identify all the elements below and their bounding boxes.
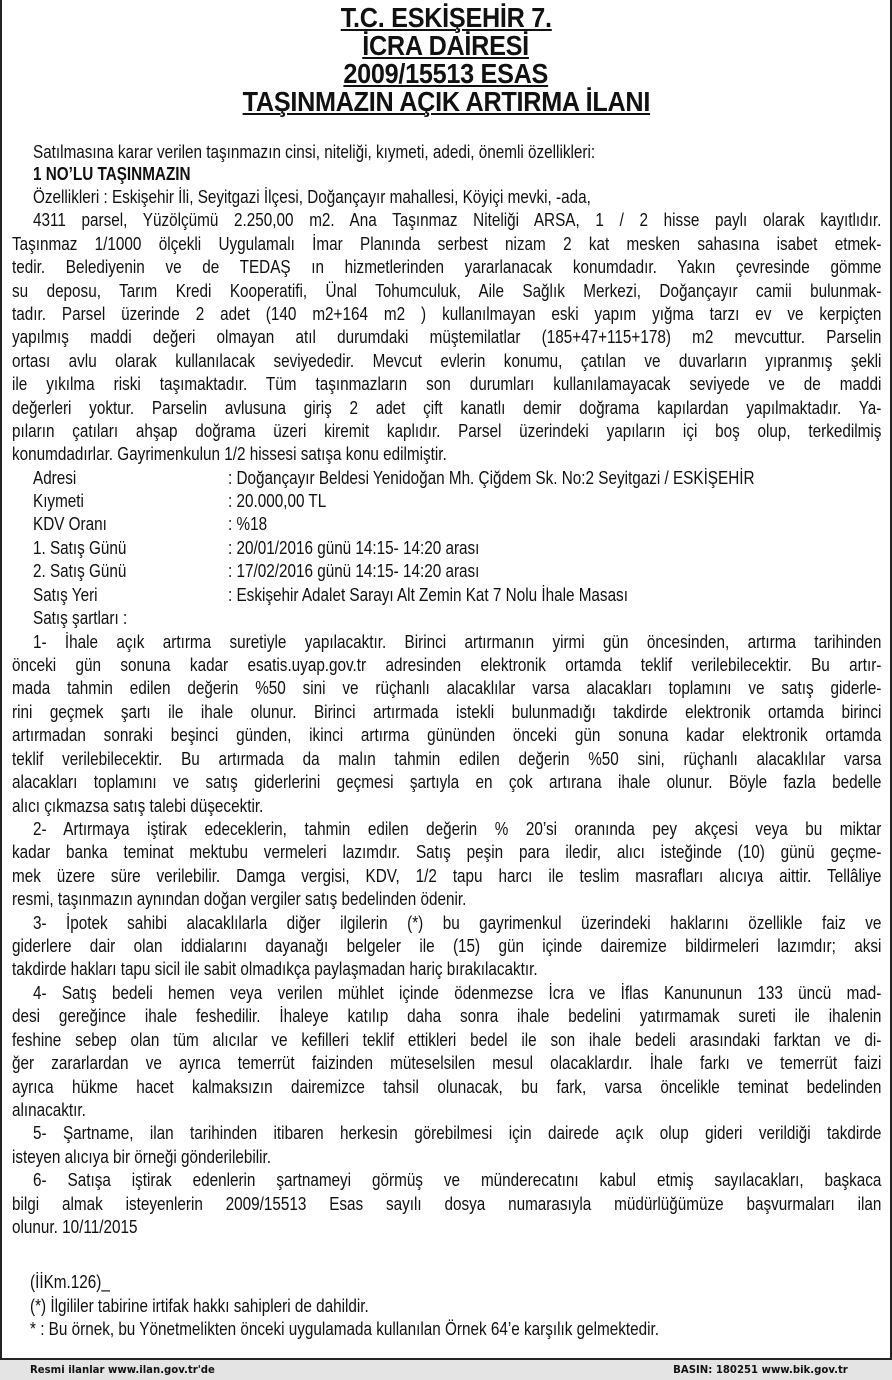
- notice-title-text: TAŞINMAZIN AÇIK ARTIRMA İLANI: [242, 86, 650, 117]
- case-number: [0, 60, 892, 88]
- condition-line: alıcı çıkmazsa satış talebi düşecektir.: [12, 796, 264, 816]
- condition-line: mada tahmin edilen değerin %50 sini ve rüçhanlı alacaklılar varsa alacakları toplamını ve satış giderle-: [12, 678, 882, 698]
- condition-line: 3- İpotek sahibi alacaklılarla diğer ilgilerin (*) bu gayrimenkul üzerindeki haklarını özellikle faiz ve: [33, 913, 882, 933]
- condition-line: mek üzere süre verilebilir. Damga vergisi, KDV, 1/2 tapu harcı ile teslim masrafları alıcıya aittir. Tellâliye: [12, 866, 882, 886]
- detail-label: 2. Satış Günü: [33, 561, 127, 581]
- intro-line: ortası avlu olarak kullanılacak seviyededir. Mevcut evlerin konumu, çatılan ve duvarların yıpranmış şekli: [12, 351, 882, 371]
- condition-line: bilgi almak isteyenlerin 2009/15513 Esas sayılı dosya numarasıyla müdürlüğümüze başvurmaları ilan: [12, 1194, 882, 1214]
- condition-line: 4- Satış bedeli hemen veya verilen mühlet içinde ödenmezse İcra ve İflas Kanununun 133 üncü mad-: [33, 983, 882, 1003]
- court-name: [0, 4, 892, 32]
- condition-line: ayrıca hükme hacet kalmaksızın dairemizce tahsil olunacak, bu fark, varsa öncelikle teminat bedelinden: [12, 1077, 882, 1097]
- condition-line: önceki gün sonuna kadar esatis.uyap.gov.tr adresinden elektronik ortamda teklif verilebilecektir. Bu artır-: [12, 655, 882, 675]
- footnote: * : Bu örnek, bu Yönetmelikten önceki uygulamada kullanılan Örnek 64’e karşılık gelmektedir.: [30, 1319, 659, 1339]
- detail-label: Adresi: [33, 468, 77, 488]
- detail-value: : Doğançayır Beldesi Yenidoğan Mh. Çiğdem Sk. No:2 Seyitgazi / ESKİŞEHİR: [228, 468, 755, 488]
- legal-reference: (İİKm.126)_: [30, 1272, 110, 1292]
- intro-lead: Satılmasına karar verilen taşınmazın cinsi, niteliği, kıymeti, adedi, önemli özellikleri:: [33, 142, 596, 162]
- intro-line: konumdadırlar. Gayrimenkulun 1/2 hissesi satışa konu edilmiştir.: [12, 444, 447, 464]
- intro-line: Taşınmaz 1/1000 ölçekli Uygulamalı İmar Planında serbest nizam 2 kat mesken sahasına isabet etmek-: [12, 234, 882, 254]
- intro-line: pıların çatıları ahşap doğrama üzeri kiremit kaplıdır. Parsel üzerindeki yapıların içi boş olup, terkedilmiş: [12, 421, 882, 441]
- case-number-text: 2009/15513 ESAS: [343, 58, 549, 89]
- footer-official-ads: Resmi ilanlar www.ilan.gov.tr'de: [30, 1363, 215, 1376]
- condition-line: alınacaktır.: [12, 1100, 86, 1120]
- detail-value: : %18: [228, 514, 268, 534]
- condition-line: olunur. 10/11/2015: [12, 1217, 138, 1237]
- intro-line: su deposu, Tarım Kredi Kooperatifi, Ünal Tohumculuk, Aile Sağlık Merkezi, Doğançayır camii bulunmak-: [12, 281, 882, 301]
- condition-line: alacakları toplamını ve satış giderlerini geçmesi şartıyla en çok artırana ihale olunur. Böyle fazla bedelle: [12, 772, 882, 792]
- property-subtitle: 1 NO’LU TAŞINMAZIN: [33, 164, 191, 184]
- intro-line: Özellikleri : Eskişehir İli, Seyitgazi İlçesi, Doğançayır mahallesi, Köyiçi mevki, -ada,: [33, 187, 591, 207]
- condition-line: 6- Satışa iştirak edenlerin şartnameyi görmüş ve münderecatını kabul etmiş sayılacakları, başkaca: [33, 1170, 882, 1190]
- condition-line: artırmadan sonraki beşinci günden, ikinci artırma gününden önceki gün sonuna kadar elektronik ortamda: [12, 725, 882, 745]
- detail-label: 1. Satış Günü: [33, 538, 127, 558]
- condition-line: teklif verilebilecektir. Bu artırmada da malın tahmin edilen değerin %50 sini, rüçhanlı alacaklılar varsa: [12, 749, 882, 769]
- condition-line: desi gereğince ihale feshedilir. İhaleye katılıp daha sonra ihale bedelini yatırmamak sureti ile ihalenin: [12, 1006, 882, 1026]
- court-name-text: T.C. ESKİŞEHİR 7.: [340, 2, 552, 33]
- condition-line: rini geçmek şartı ile ihale olunur. Birinci artırmada istekli bulunmadığı takdirde elektronik ortamda birinci: [12, 702, 882, 722]
- publication-footer: [0, 1360, 892, 1380]
- office-name: [0, 32, 892, 60]
- detail-value: : 20.000,00 TL: [228, 491, 327, 511]
- condition-line: feshine sebep olan tüm alıcılar ve kefilleri teklif ettikleri bedel ile son ihale bedeli arasındaki farktan ve di-: [12, 1030, 882, 1050]
- intro-line: değerleri yoktur. Parselin avlusuna giriş 2 adet çift kanatlı demir doğrama kapılardan yapılmaktadır. Ya-: [12, 398, 882, 418]
- intro-line: 4311 parsel, Yüzölçümü 2.250,00 m2. Ana Taşınmaz Niteliği ARSA, 1 / 2 hisse paylı olarak kayıtlıdır.: [33, 210, 882, 230]
- condition-line: kadar banka teminat mektubu vermeleri lazımdır. Satış peşin para iledir, alıcı isteğinde (10) günü geçme-: [12, 842, 882, 862]
- detail-label: Satış şartları :: [33, 608, 128, 628]
- office-name-text: İCRA DAİRESİ: [362, 30, 530, 61]
- condition-line: takdirde hakları tapu sicil ile sabit olmadıkça paylaşmadan hariç bırakılacaktır.: [12, 959, 538, 979]
- intro-line: ile yıkılma riski taşımaktadır. Tüm taşınmazların son durumları kullanılamayacak seviyede ve de maddi: [12, 374, 882, 394]
- intro-line: tedir. Belediyenin ve de TEDAŞ ın hizmetlerinden yararlanacak konumdadır. Yakın çevresinde gömme: [12, 257, 882, 277]
- condition-line: 2- Artırmaya iştirak edeceklerin, tahmin edilen değerin % 20’si oranında pey akçesi veya bu miktar: [33, 819, 882, 839]
- intro-line: tadır. Parsel üzerinde 2 adet (140 m2+164 m2 ) kullanılmayan eski yapım yığma tarzı ev ve kerpiçten: [12, 304, 882, 324]
- footnote: (*) İlgililer tabirine irtifak hakkı sahipleri de dahildir.: [30, 1296, 369, 1316]
- footer-press-code: BASIN: 180251 www.bik.gov.tr: [673, 1363, 848, 1376]
- detail-label: Kıymeti: [33, 491, 84, 511]
- condition-line: isteyen alıcıya bir örneği gönderilebilir.: [12, 1147, 272, 1167]
- condition-line: resmi, taşınmazın aynından doğan vergiler satış bedelinden ödenir.: [12, 889, 467, 909]
- notice-title: [0, 88, 892, 116]
- detail-label: Satış Yeri: [33, 585, 98, 605]
- condition-line: 1- İhale açık artırma suretiyle yapılacaktır. Birinci artırmanın yirmi gün öncesinden, artırma tarihinden: [33, 632, 882, 652]
- detail-value: : 17/02/2016 günü 14:15- 14:20 arası: [228, 561, 480, 581]
- detail-value: : 20/01/2016 günü 14:15- 14:20 arası: [228, 538, 480, 558]
- condition-line: giderlere dair olan iddialarını dayanağı belgeler ile (15) gün içinde dairemize bildirmeleri lazımdır; aksi: [12, 936, 882, 956]
- intro-line: yapılmış maddi değeri olmayan atıl durumdaki müştemilatlar (185+47+115+178) m2 mevcuttur. Parselin: [12, 327, 882, 347]
- detail-value: : Eskişehir Adalet Sarayı Alt Zemin Kat 7 Nolu İhale Masası: [228, 585, 628, 605]
- condition-line: 5- Şartname, ilan tarihinden itibaren herkesin görebilmesi için dairede açık olup gideri verildiği takdirde: [33, 1123, 882, 1143]
- condition-line: ğer zararlardan ve ayrıca temerrüt faizinden müteselsilen mesul olacaklardır. İhale farkı ve temerrüt faizi: [12, 1053, 882, 1073]
- notice-header: [0, 4, 892, 116]
- detail-label: KDV Oranı: [33, 514, 107, 534]
